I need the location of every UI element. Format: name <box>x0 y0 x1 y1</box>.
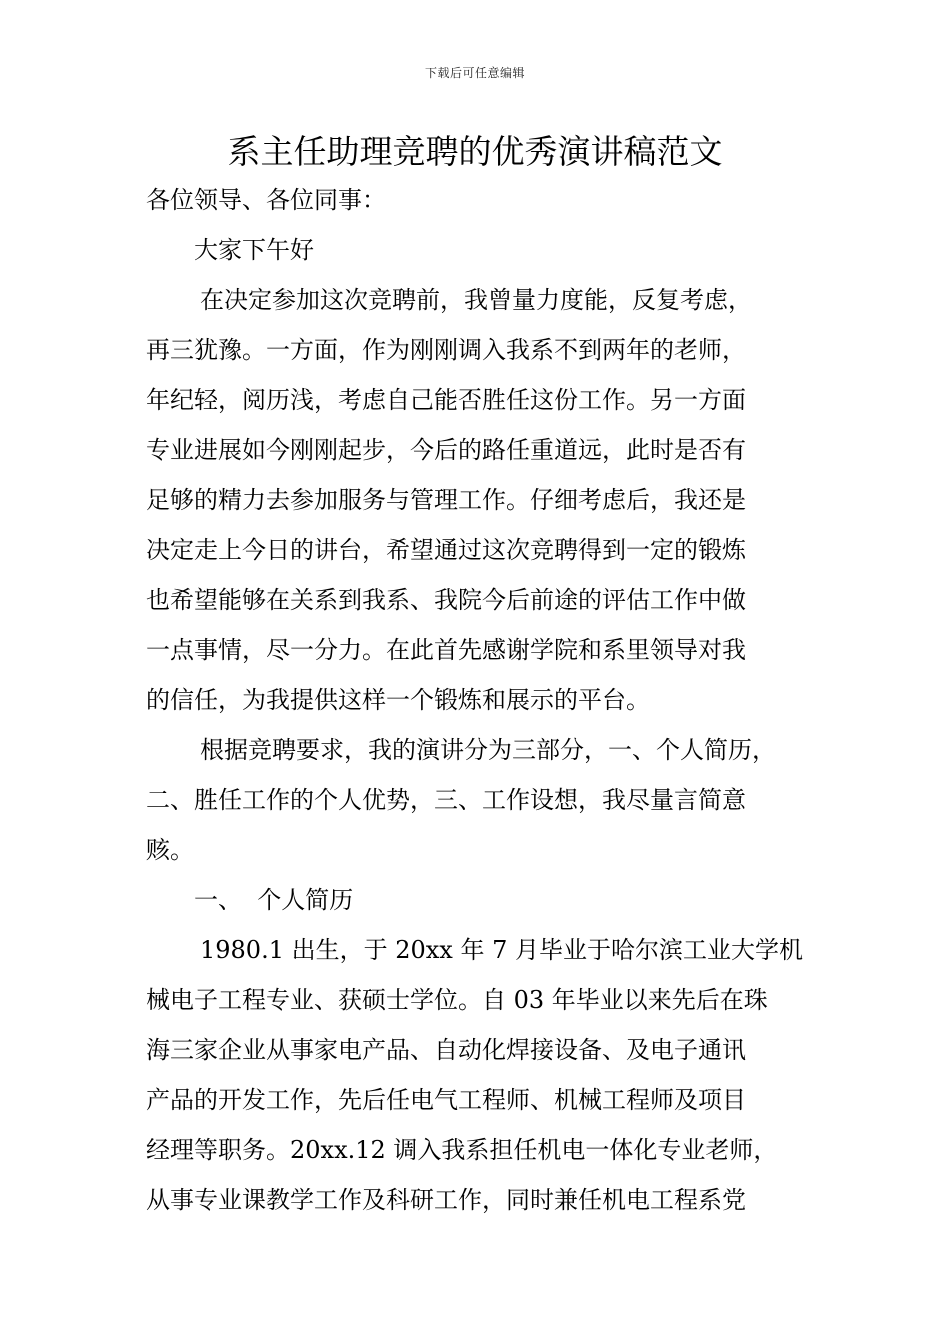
paragraph-1-line: 一点事情，尽一分力。在此首先感谢学院和系里领导对我 <box>146 636 746 664</box>
greeting-line: 大家下午好 <box>194 236 314 264</box>
paragraph-1-line: 足够的精力去参加服务与管理工作。仔细考虑后，我还是 <box>146 486 746 514</box>
paragraph-2-line: 赅。 <box>146 836 194 864</box>
paragraph-3-line: 海三家企业从事家电产品、自动化焊接设备、及电子通讯 <box>146 1036 746 1064</box>
paragraph-3-line: 产品的开发工作，先后任电气工程师、机械工程师及项目 <box>146 1086 746 1114</box>
salutation-line: 各位领导、各位同事： <box>146 186 386 214</box>
header-note: 下载后可任意编辑 <box>424 66 525 80</box>
paragraph-1-line: 决定走上今日的讲台，希望通过这次竞聘得到一定的锻炼 <box>146 536 746 564</box>
section-heading: 一、 个人简历 <box>194 886 354 914</box>
paragraph-2-line: 二、胜任工作的个人优势，三、工作设想，我尽量言简意 <box>146 786 746 814</box>
paragraph-2-line: 根据竞聘要求，我的演讲分为三部分，一、个人简历， <box>200 736 776 764</box>
paragraph-1-line: 在决定参加这次竞聘前，我曾量力度能，反复考虑， <box>200 286 752 314</box>
paragraph-1-line: 专业进展如今刚刚起步，今后的路任重道远，此时是否有 <box>146 436 746 464</box>
paragraph-1-line: 也希望能够在关系到我系、我院今后前途的评估工作中做 <box>146 586 746 614</box>
paragraph-1-line: 的信任，为我提供这样一个锻炼和展示的平台。 <box>146 686 650 714</box>
paragraph-3-line: 从事专业课教学工作及科研工作，同时兼任机电工程系党 <box>146 1186 746 1214</box>
paragraph-3-line: 械电子工程专业、获硕士学位。自 03 年毕业以来先后在珠 <box>146 986 768 1014</box>
paragraph-3-line: 1980.1 出生，于 20xx 年 7 月毕业于哈尔滨工业大学机 <box>200 936 803 964</box>
document-title: 系主任助理竞聘的优秀演讲稿范文 <box>227 132 723 171</box>
paragraph-1-line: 年纪轻，阅历浅，考虑自己能否胜任这份工作。另一方面 <box>146 386 746 414</box>
paragraph-1-line: 再三犹豫。一方面，作为刚刚调入我系不到两年的老师， <box>146 336 746 364</box>
paragraph-3-line: 经理等职务。20xx.12 调入我系担任机电一体化专业老师， <box>146 1136 778 1164</box>
